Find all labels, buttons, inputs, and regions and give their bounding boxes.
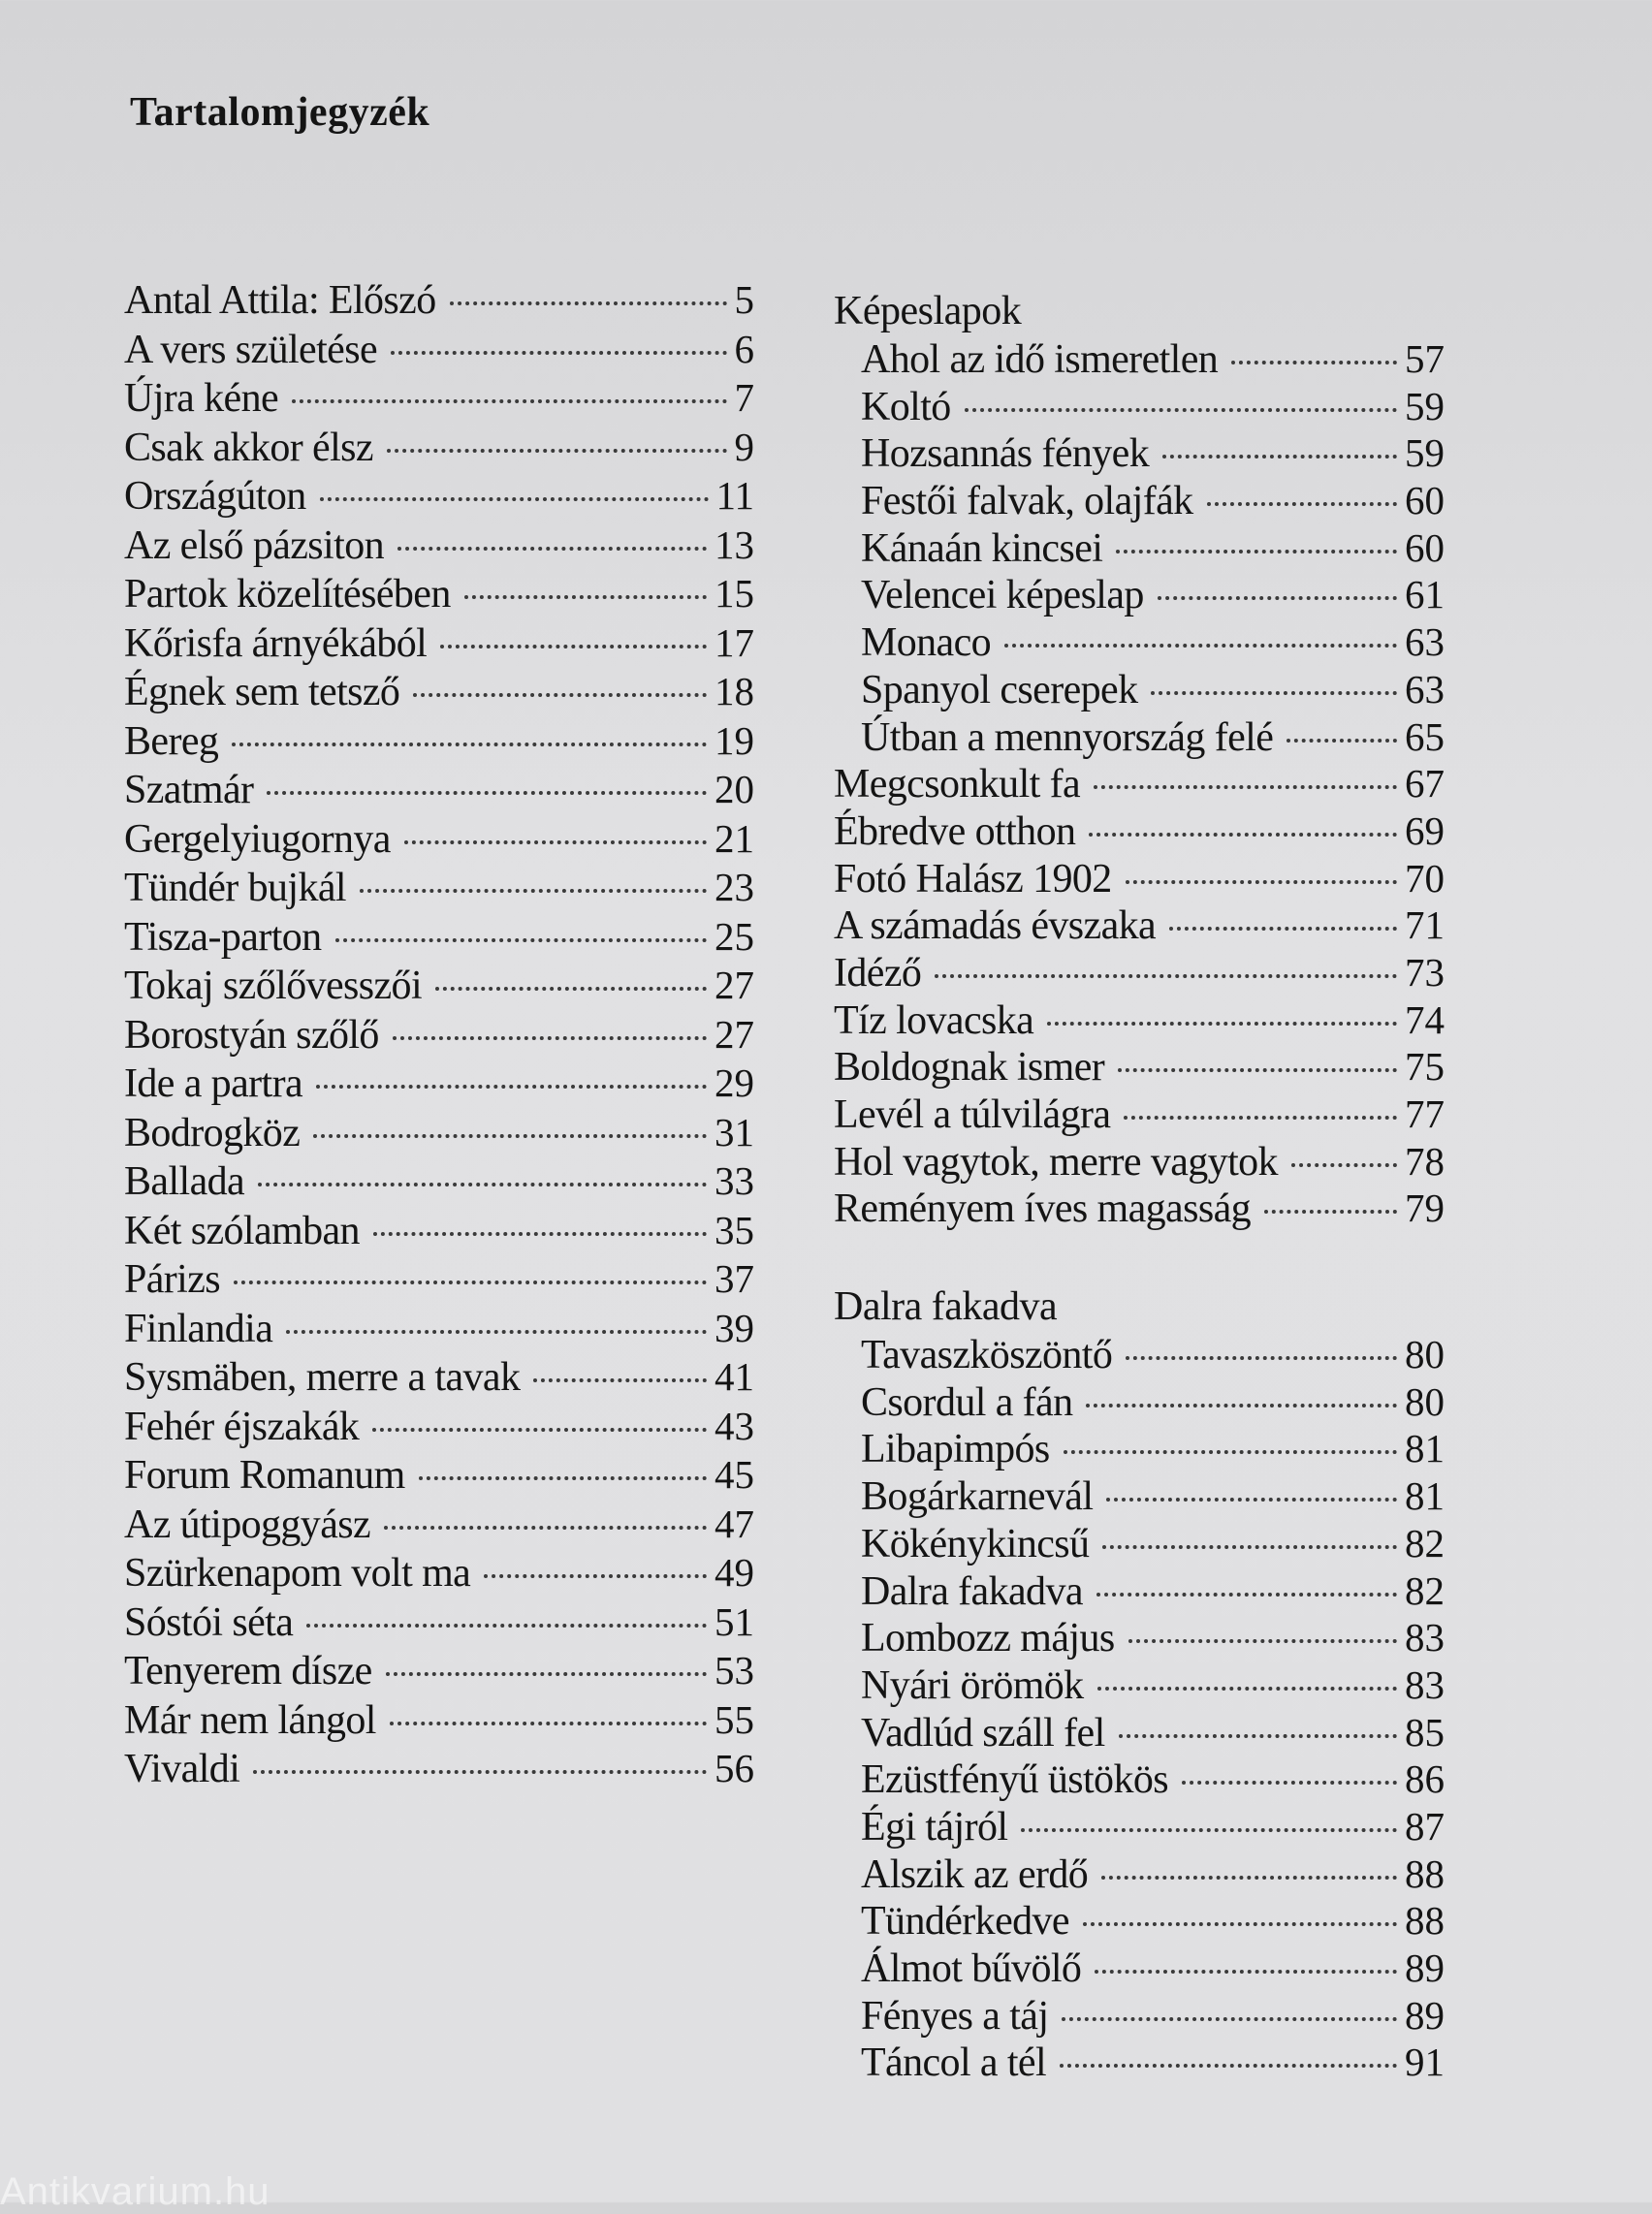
entry-title: Tavaszköszöntő [861, 1333, 1113, 1378]
entry-page-number: 81 [1405, 1426, 1445, 1471]
toc-entry [124, 912, 754, 962]
dot-leader [1083, 1922, 1397, 1926]
section-heading-kepeslapok: Képeslapok [834, 289, 1022, 333]
entry-title: Ballada [124, 1159, 245, 1204]
toc-entry [834, 383, 1445, 430]
entry-page-number: 61 [1405, 572, 1445, 617]
entry-title: Vivaldi [124, 1747, 240, 1791]
entry-page-number: 29 [715, 1060, 754, 1105]
dot-leader [1021, 1828, 1397, 1832]
entry-title: Megcsonkult fa [834, 762, 1081, 807]
entry-page-number: 5 [734, 277, 754, 322]
dot-leader [267, 791, 707, 795]
dot-leader [1231, 361, 1397, 364]
entry-title: Kökénykincsű [861, 1521, 1090, 1566]
entry-page-number: 6 [734, 326, 754, 371]
entry-title: Kánaán kincsei [861, 525, 1103, 571]
dot-leader [1004, 644, 1397, 648]
toc-entry [124, 471, 754, 521]
dot-leader [935, 974, 1397, 978]
toc-entry [834, 949, 1445, 996]
entry-title: Levél a túlvilágra [834, 1092, 1111, 1137]
entry-title: Tündérkedve [861, 1899, 1069, 1945]
entry-title: Partok közelítésében [124, 572, 451, 617]
entry-page-number: 45 [715, 1452, 754, 1497]
entry-page-number: 31 [715, 1109, 754, 1154]
entry-page-number: 41 [715, 1354, 754, 1399]
entry-title: Égi tájról [861, 1804, 1008, 1850]
dot-leader [387, 449, 727, 453]
toc-entry [124, 1156, 754, 1206]
dot-leader [234, 1281, 707, 1284]
page-title: Tartalomjegyzék [130, 90, 430, 135]
entry-title: Tisza-parton [124, 914, 322, 960]
dot-leader [404, 840, 707, 844]
dot-leader [286, 1330, 707, 1334]
entry-page-number: 83 [1405, 1615, 1445, 1660]
toc-entry [834, 335, 1445, 383]
entry-page-number: 79 [1405, 1186, 1445, 1231]
entry-title: Borostyán szőlő [124, 1012, 379, 1058]
entry-title: Reményem íves magasság [834, 1186, 1252, 1232]
toc-entry [834, 1520, 1445, 1567]
entry-title: Libapimpós [861, 1427, 1050, 1472]
entry-page-number: 85 [1405, 1709, 1445, 1755]
entry-page-number: 43 [715, 1403, 754, 1448]
toc-entry [124, 1695, 754, 1745]
dot-leader [373, 1232, 707, 1236]
entry-page-number: 23 [715, 865, 754, 909]
entry-title: Csak akkor élsz [124, 425, 373, 470]
entry-page-number: 89 [1405, 1992, 1445, 2038]
dot-leader [1182, 1781, 1397, 1785]
dot-leader [464, 595, 707, 599]
entry-title: Ahol az idő ismeretlen [861, 337, 1219, 382]
entry-page-number: 60 [1405, 478, 1445, 523]
entry-title: Gergelyiugornya [124, 816, 391, 862]
entry-page-number: 87 [1405, 1803, 1445, 1849]
toc-entry [834, 1138, 1445, 1186]
entry-title: Fényes a táj [861, 1993, 1049, 2039]
entry-page-number: 82 [1405, 1567, 1445, 1613]
entry-page-number: 77 [1405, 1091, 1445, 1136]
toc-entry [834, 1850, 1445, 1898]
entry-page-number: 71 [1405, 902, 1445, 948]
entry-page-number: 13 [715, 522, 754, 567]
toc-entry [834, 1709, 1445, 1756]
dot-leader [1162, 455, 1397, 459]
entry-title: Csordul a fán [861, 1379, 1073, 1425]
entry-title: A számadás évszaka [834, 903, 1157, 949]
toc-entry [834, 429, 1445, 477]
toc-entry [124, 1548, 754, 1597]
entry-title: Ezüstfényű üstökös [861, 1757, 1168, 1803]
toc-entry [124, 716, 754, 766]
entry-title: Idéző [834, 950, 922, 996]
dot-leader [258, 1183, 707, 1186]
toc-entry [124, 1304, 754, 1353]
entry-page-number: 19 [715, 717, 754, 763]
dot-leader [391, 351, 727, 355]
toc-entry [124, 618, 754, 668]
dot-leader [320, 497, 709, 501]
dot-leader [1124, 1116, 1397, 1120]
entry-title: Tíz lovacska [834, 997, 1034, 1043]
entry-page-number: 15 [715, 571, 754, 616]
entry-page-number: 73 [1405, 949, 1445, 995]
dot-leader [313, 1134, 707, 1138]
entry-page-number: 18 [715, 669, 754, 713]
entry-title: Boldognak ismer [834, 1045, 1105, 1091]
toc-entry [834, 1472, 1445, 1520]
entry-page-number: 33 [715, 1158, 754, 1203]
entry-title: Újra kéne [124, 376, 279, 421]
entry-title: Tündér bujkál [124, 866, 346, 910]
entry-title: Már nem lángol [124, 1697, 376, 1743]
dot-leader [484, 1574, 707, 1578]
toc-entry [834, 477, 1445, 524]
toc-entry [124, 1108, 754, 1157]
entry-title: Útban a mennyország felé [861, 714, 1274, 760]
dot-leader [1126, 1356, 1397, 1360]
toc-entry [834, 1614, 1445, 1661]
entry-page-number: 21 [715, 815, 754, 861]
entry-page-number: 82 [1405, 1520, 1445, 1566]
toc-entry [124, 863, 754, 912]
dot-leader [1094, 785, 1397, 789]
toc-entry [834, 1945, 1445, 1992]
entry-title: Ide a partra [124, 1061, 302, 1106]
dot-leader [440, 645, 707, 648]
dot-leader [335, 938, 707, 942]
entry-title: Ébredve otthon [834, 808, 1076, 854]
entry-page-number: 91 [1405, 2040, 1445, 2085]
entry-page-number: 81 [1405, 1473, 1445, 1519]
toc-entry [124, 1402, 754, 1451]
dot-leader [384, 1526, 707, 1530]
toc-entry [124, 1010, 754, 1060]
dot-leader [1264, 1210, 1397, 1214]
dot-leader [1097, 1687, 1397, 1691]
dot-leader [419, 1476, 707, 1480]
entry-page-number: 49 [715, 1550, 754, 1595]
entry-page-number: 65 [1405, 713, 1445, 759]
dot-leader [1060, 2064, 1397, 2068]
toc-entry [124, 814, 754, 864]
entry-page-number: 83 [1405, 1661, 1445, 1707]
entry-title: Velencei képeslap [861, 573, 1144, 618]
entry-page-number: 80 [1405, 1332, 1445, 1377]
toc-entry [834, 1755, 1445, 1803]
dot-leader [1086, 1404, 1397, 1407]
entry-title: Finlandia [124, 1306, 273, 1351]
entry-title: Nyári örömök [861, 1662, 1084, 1708]
entry-page-number: 57 [1405, 336, 1445, 381]
toc-entry [124, 1500, 754, 1549]
entry-title: Tenyerem dísze [124, 1649, 372, 1693]
dot-leader [1207, 502, 1397, 506]
dot-leader [965, 408, 1397, 412]
dot-leader [435, 987, 707, 991]
entry-page-number: 70 [1405, 855, 1445, 901]
entry-page-number: 53 [715, 1648, 754, 1692]
dot-leader [360, 889, 707, 893]
entry-page-number: 60 [1405, 524, 1445, 570]
entry-title: Antal Attila: Előszó [124, 278, 436, 323]
entry-page-number: 35 [715, 1207, 754, 1252]
toc-left-column [124, 275, 754, 1793]
toc-entry [834, 1992, 1445, 2040]
dot-leader [1169, 927, 1397, 931]
entry-page-number: 27 [715, 963, 754, 1007]
dot-leader [1047, 1022, 1397, 1026]
entry-page-number: 88 [1405, 1898, 1445, 1944]
entry-page-number: 75 [1405, 1044, 1445, 1090]
toc-entry [124, 1059, 754, 1108]
dot-leader [390, 1722, 707, 1725]
entry-title: Bodrogköz [124, 1110, 301, 1155]
dalra-fakadva-list [834, 1331, 1445, 2086]
dot-leader [393, 1036, 707, 1040]
entry-title: Kőrisfa árnyékából [124, 620, 428, 666]
entry-title: Fehér éjszakák [124, 1404, 360, 1449]
dot-leader [1101, 1876, 1397, 1880]
entry-page-number: 39 [715, 1305, 754, 1350]
toc-entry [834, 2039, 1445, 2086]
dot-leader [413, 693, 707, 697]
entry-page-number: 47 [715, 1501, 754, 1546]
entry-title: Az útipoggyász [124, 1502, 371, 1547]
entry-page-number: 88 [1405, 1850, 1445, 1896]
dot-leader [1151, 691, 1397, 695]
toc-entry [834, 1331, 1445, 1378]
toc-entry [124, 961, 754, 1010]
dot-leader [1064, 1450, 1397, 1454]
entry-title: Álmot bűvölő [861, 1946, 1082, 1991]
toc-entry [124, 1450, 754, 1500]
toc-entry [124, 1352, 754, 1402]
dot-leader [1126, 880, 1397, 884]
entry-title: Országúton [124, 474, 306, 519]
entry-title: Két szólamban [124, 1208, 360, 1253]
toc-entry [124, 1744, 754, 1793]
toc-entry [834, 1425, 1445, 1472]
entry-title: Táncol a tél [861, 2040, 1047, 2086]
entry-title: Sóstói séta [124, 1599, 294, 1645]
entry-page-number: 89 [1405, 1945, 1445, 1990]
toc-entry [834, 1091, 1445, 1138]
dot-leader [1089, 833, 1397, 837]
toc-entry [124, 423, 754, 472]
toc-entry [834, 807, 1445, 855]
toc-entry [124, 765, 754, 814]
entry-title: Lombozz május [861, 1616, 1115, 1661]
toc-entry [834, 713, 1445, 761]
dot-leader [386, 1672, 707, 1676]
dot-leader [1096, 1593, 1397, 1597]
entry-title: Az első pázsiton [124, 522, 384, 568]
toc-entry [834, 1803, 1445, 1850]
toc-entry [834, 901, 1445, 949]
dot-leader [1102, 1545, 1397, 1549]
entry-page-number: 59 [1405, 430, 1445, 476]
toc-entry [124, 275, 754, 325]
entry-page-number: 74 [1405, 996, 1445, 1042]
toc-entry [834, 618, 1445, 666]
toc-entry [124, 373, 754, 423]
entry-title: Szürkenapom volt ma [124, 1551, 471, 1596]
toc-entry [124, 1254, 754, 1304]
entry-page-number: 11 [715, 473, 754, 518]
toc-entry [124, 1206, 754, 1255]
entry-title: Festői falvak, olajfák [861, 479, 1193, 524]
entry-page-number: 25 [715, 913, 754, 959]
entry-title: Vadlúd száll fel [861, 1710, 1105, 1755]
watermark: Antikvarium.hu [0, 2170, 270, 2213]
dot-leader [253, 1770, 707, 1774]
entry-page-number: 80 [1405, 1378, 1445, 1424]
entry-page-number: 69 [1405, 807, 1445, 853]
entry-page-number: 78 [1405, 1138, 1445, 1184]
entry-title: Alszik az erdő [861, 1851, 1089, 1897]
entry-title: Spanyol cserepek [861, 667, 1138, 712]
dot-leader [1062, 2017, 1397, 2021]
dot-leader [372, 1428, 707, 1432]
entry-title: Tokaj szőlővesszői [124, 964, 423, 1008]
entry-title: Fotó Halász 1902 [834, 856, 1112, 901]
entry-title: Koltó [861, 384, 951, 429]
toc-entry [834, 1897, 1445, 1945]
toc-entry [124, 521, 754, 570]
toc-entry [124, 1646, 754, 1695]
dot-leader [1287, 739, 1397, 743]
dot-leader [450, 301, 727, 305]
toc-entry [124, 325, 754, 374]
toc-entry [834, 524, 1445, 572]
standalone-list [834, 760, 1445, 1232]
dot-leader [232, 743, 707, 746]
entry-page-number: 55 [715, 1696, 754, 1742]
toc-entry [124, 1597, 754, 1647]
dot-leader [1118, 1068, 1397, 1072]
dot-leader [1106, 1498, 1397, 1502]
entry-title: Hol vagytok, merre vagytok [834, 1139, 1278, 1185]
entry-title: Hozsannás fények [861, 431, 1150, 477]
entry-page-number: 67 [1405, 761, 1445, 807]
entry-title: Sysmäben, merre a tavak [124, 1355, 521, 1400]
toc-entry [834, 1043, 1445, 1091]
entry-page-number: 56 [715, 1746, 754, 1790]
entry-page-number: 86 [1405, 1756, 1445, 1802]
toc-entry [834, 996, 1445, 1044]
dot-leader [1158, 596, 1397, 600]
entry-title: A vers születése [124, 327, 377, 372]
entry-page-number: 63 [1405, 619, 1445, 665]
dot-leader [316, 1085, 707, 1089]
entry-page-number: 7 [734, 375, 754, 420]
entry-title: Dalra fakadva [861, 1568, 1083, 1614]
toc-right-column [834, 287, 1445, 2086]
toc-entry [124, 667, 754, 716]
dot-leader [1128, 1639, 1397, 1643]
toc-entry [834, 760, 1445, 807]
dot-leader [397, 547, 707, 551]
entry-page-number: 27 [715, 1011, 754, 1057]
entry-title: Égnek sem tetsző [124, 670, 400, 714]
dot-leader [292, 399, 726, 403]
entry-page-number: 37 [715, 1256, 754, 1301]
dot-leader [533, 1378, 707, 1382]
entry-page-number: 59 [1405, 383, 1445, 428]
dot-leader [306, 1624, 707, 1628]
entry-title: Monaco [861, 620, 992, 666]
toc-entry [834, 1661, 1445, 1709]
dot-leader [1119, 1734, 1397, 1738]
toc-entry [834, 1185, 1445, 1232]
entry-page-number: 20 [715, 767, 754, 811]
toc-entry [834, 666, 1445, 713]
toc-entry [834, 855, 1445, 902]
entry-title: Párizs [124, 1257, 221, 1302]
dot-leader [1095, 1970, 1397, 1974]
entry-title: Bereg [124, 718, 219, 764]
toc-entry [124, 569, 754, 618]
toc-entry [834, 1378, 1445, 1426]
entry-page-number: 63 [1405, 666, 1445, 712]
entry-title: Forum Romanum [124, 1453, 405, 1498]
dot-leader [1291, 1163, 1397, 1167]
toc-entry [834, 1567, 1445, 1615]
entry-title: Szatmár [124, 768, 254, 812]
entry-page-number: 17 [715, 619, 754, 665]
entry-page-number: 9 [734, 424, 754, 469]
kepeslapok-list [834, 335, 1445, 760]
section-heading-dalra-fakadva: Dalra fakadva [834, 1284, 1058, 1330]
entry-page-number: 51 [715, 1598, 754, 1644]
entry-title: Bogárkarnevál [861, 1474, 1094, 1520]
dot-leader [1116, 550, 1397, 554]
toc-entry [834, 571, 1445, 618]
